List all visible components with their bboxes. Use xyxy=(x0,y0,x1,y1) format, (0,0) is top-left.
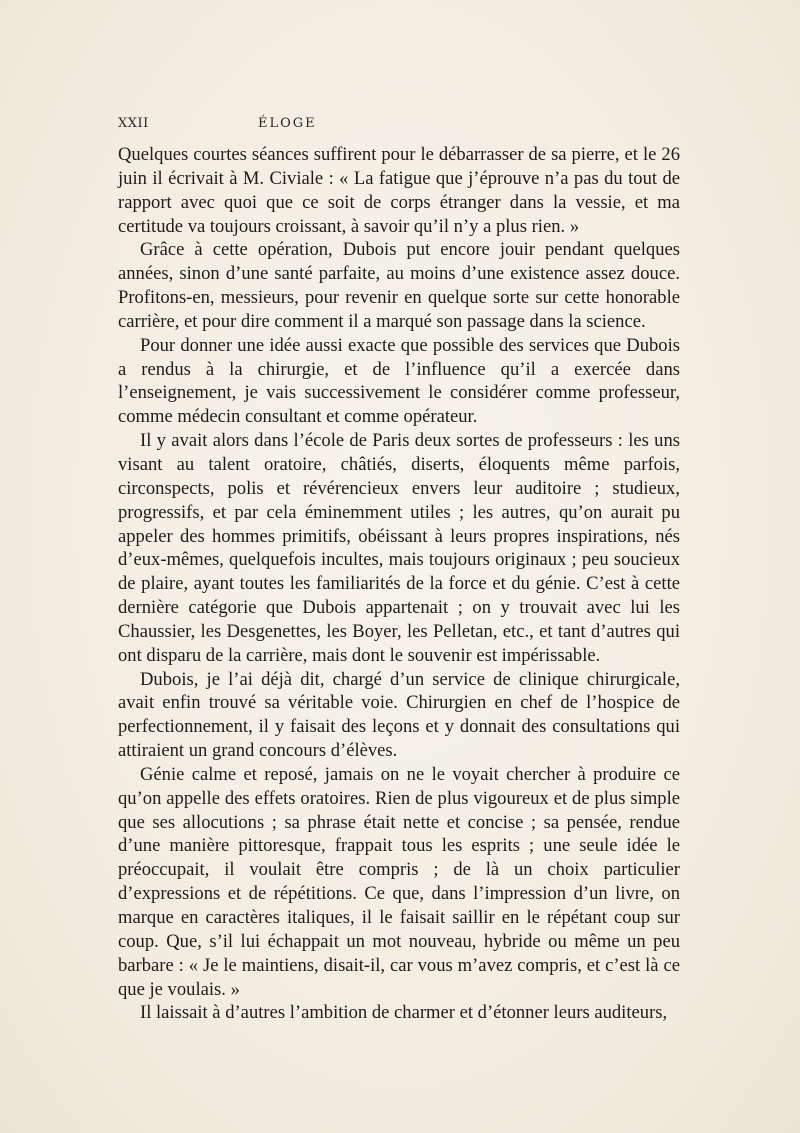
paragraph: Pour donner une idée aussi exacte que possible des services que Dubois a rendus à la chirurgie, et de l’influence qu’il a exercée dans l’enseignement, je vais successivement le considérer comme professeur, comme médecin consultant et comme opérateur. xyxy=(118,334,680,428)
paragraph: Quelques courtes séances suffirent pour le débarrasser de sa pierre, et le 26 juin il écrivait à M. Civiale : « La fatigue que j’éprouve n’a pas du tout de rapport avec quoi que ce soit de corps étranger dans la vessie, et ma certitude va toujours croissant, à savoir qu’il n’y a plus rien. » xyxy=(118,144,680,237)
paragraph: Il y avait alors dans l’école de Paris deux sortes de professeurs : les uns visant au talent oratoire, châtiés, diserts, éloquents même parfois, circonspects, polis et révérencieux envers leur auditoire ; studieux, progressifs, et par cela éminemment utiles ; les autres, qu’on aurait pu appeler des hommes primitifs, obéissant à leurs propres inspirations, nés d’eux-mêmes, quelquefois incultes, mais toujours originaux ; peu soucieux de plaire, ayant toutes les familiarités de la force et du génie. C’est à cette dernière catégorie que Dubois appartenait ; on y trouvait avec lui les Chaussier, les Desgenettes, les Boyer, les Pelletan, etc., et tant d’autres qui ont disparu de la carrière, mais dont le souvenir est impérissable. xyxy=(118,430,680,666)
paragraph: Dubois, je l’ai déjà dit, chargé d’un service de clinique chirurgicale, avait enfin trouvé sa véritable voie. Chirurgien en chef de l’hospice de perfectionnement, il y faisait des leçons et y donnait des consultations qui attiraient un grand concours d’élèves. xyxy=(118,668,680,762)
paragraph: Grâce à cette opération, Dubois put encore jouir pendant quelques années, sinon d’une santé parfaite, au moins d’une existence assez douce. Profitons-en, messieurs, pour revenir en quelque sorte sur cette honorable carrière, et pour dire comment il a marqué son passage dans la science. xyxy=(118,239,680,332)
body-text xyxy=(118,143,680,1025)
paragraph: Il laissait à d’autres l’ambition de charmer et d’étonner leurs auditeurs, xyxy=(140,1002,668,1024)
paragraph: Génie calme et reposé, jamais on ne le voyait chercher à produire ce qu’on appelle des effets oratoires. Rien de plus vigoureux et de plus simple que ses allocutions ; sa phrase était nette et concise ; sa pensée, rendue d’une manière pittoresque, frappait tous les esprits ; une seule idée le préoccupait, il voulait être compris ; de là un choix particulier d’expressions et de répétitions. Ce que, dans l’impression d’un livre, on marque en caractères italiques, il le faisait saillir en le répétant coup sur coup. Que, s’il lui échappait un mot nouveau, hybride ou même un peu barbare : « Je le maintiens, disait-il, car vous m’avez compris, et c’est là ce que je voulais. » xyxy=(118,763,680,1000)
page-number: XXII xyxy=(118,116,149,131)
page-header xyxy=(118,116,674,138)
running-head: ÉLOGE xyxy=(258,116,317,131)
